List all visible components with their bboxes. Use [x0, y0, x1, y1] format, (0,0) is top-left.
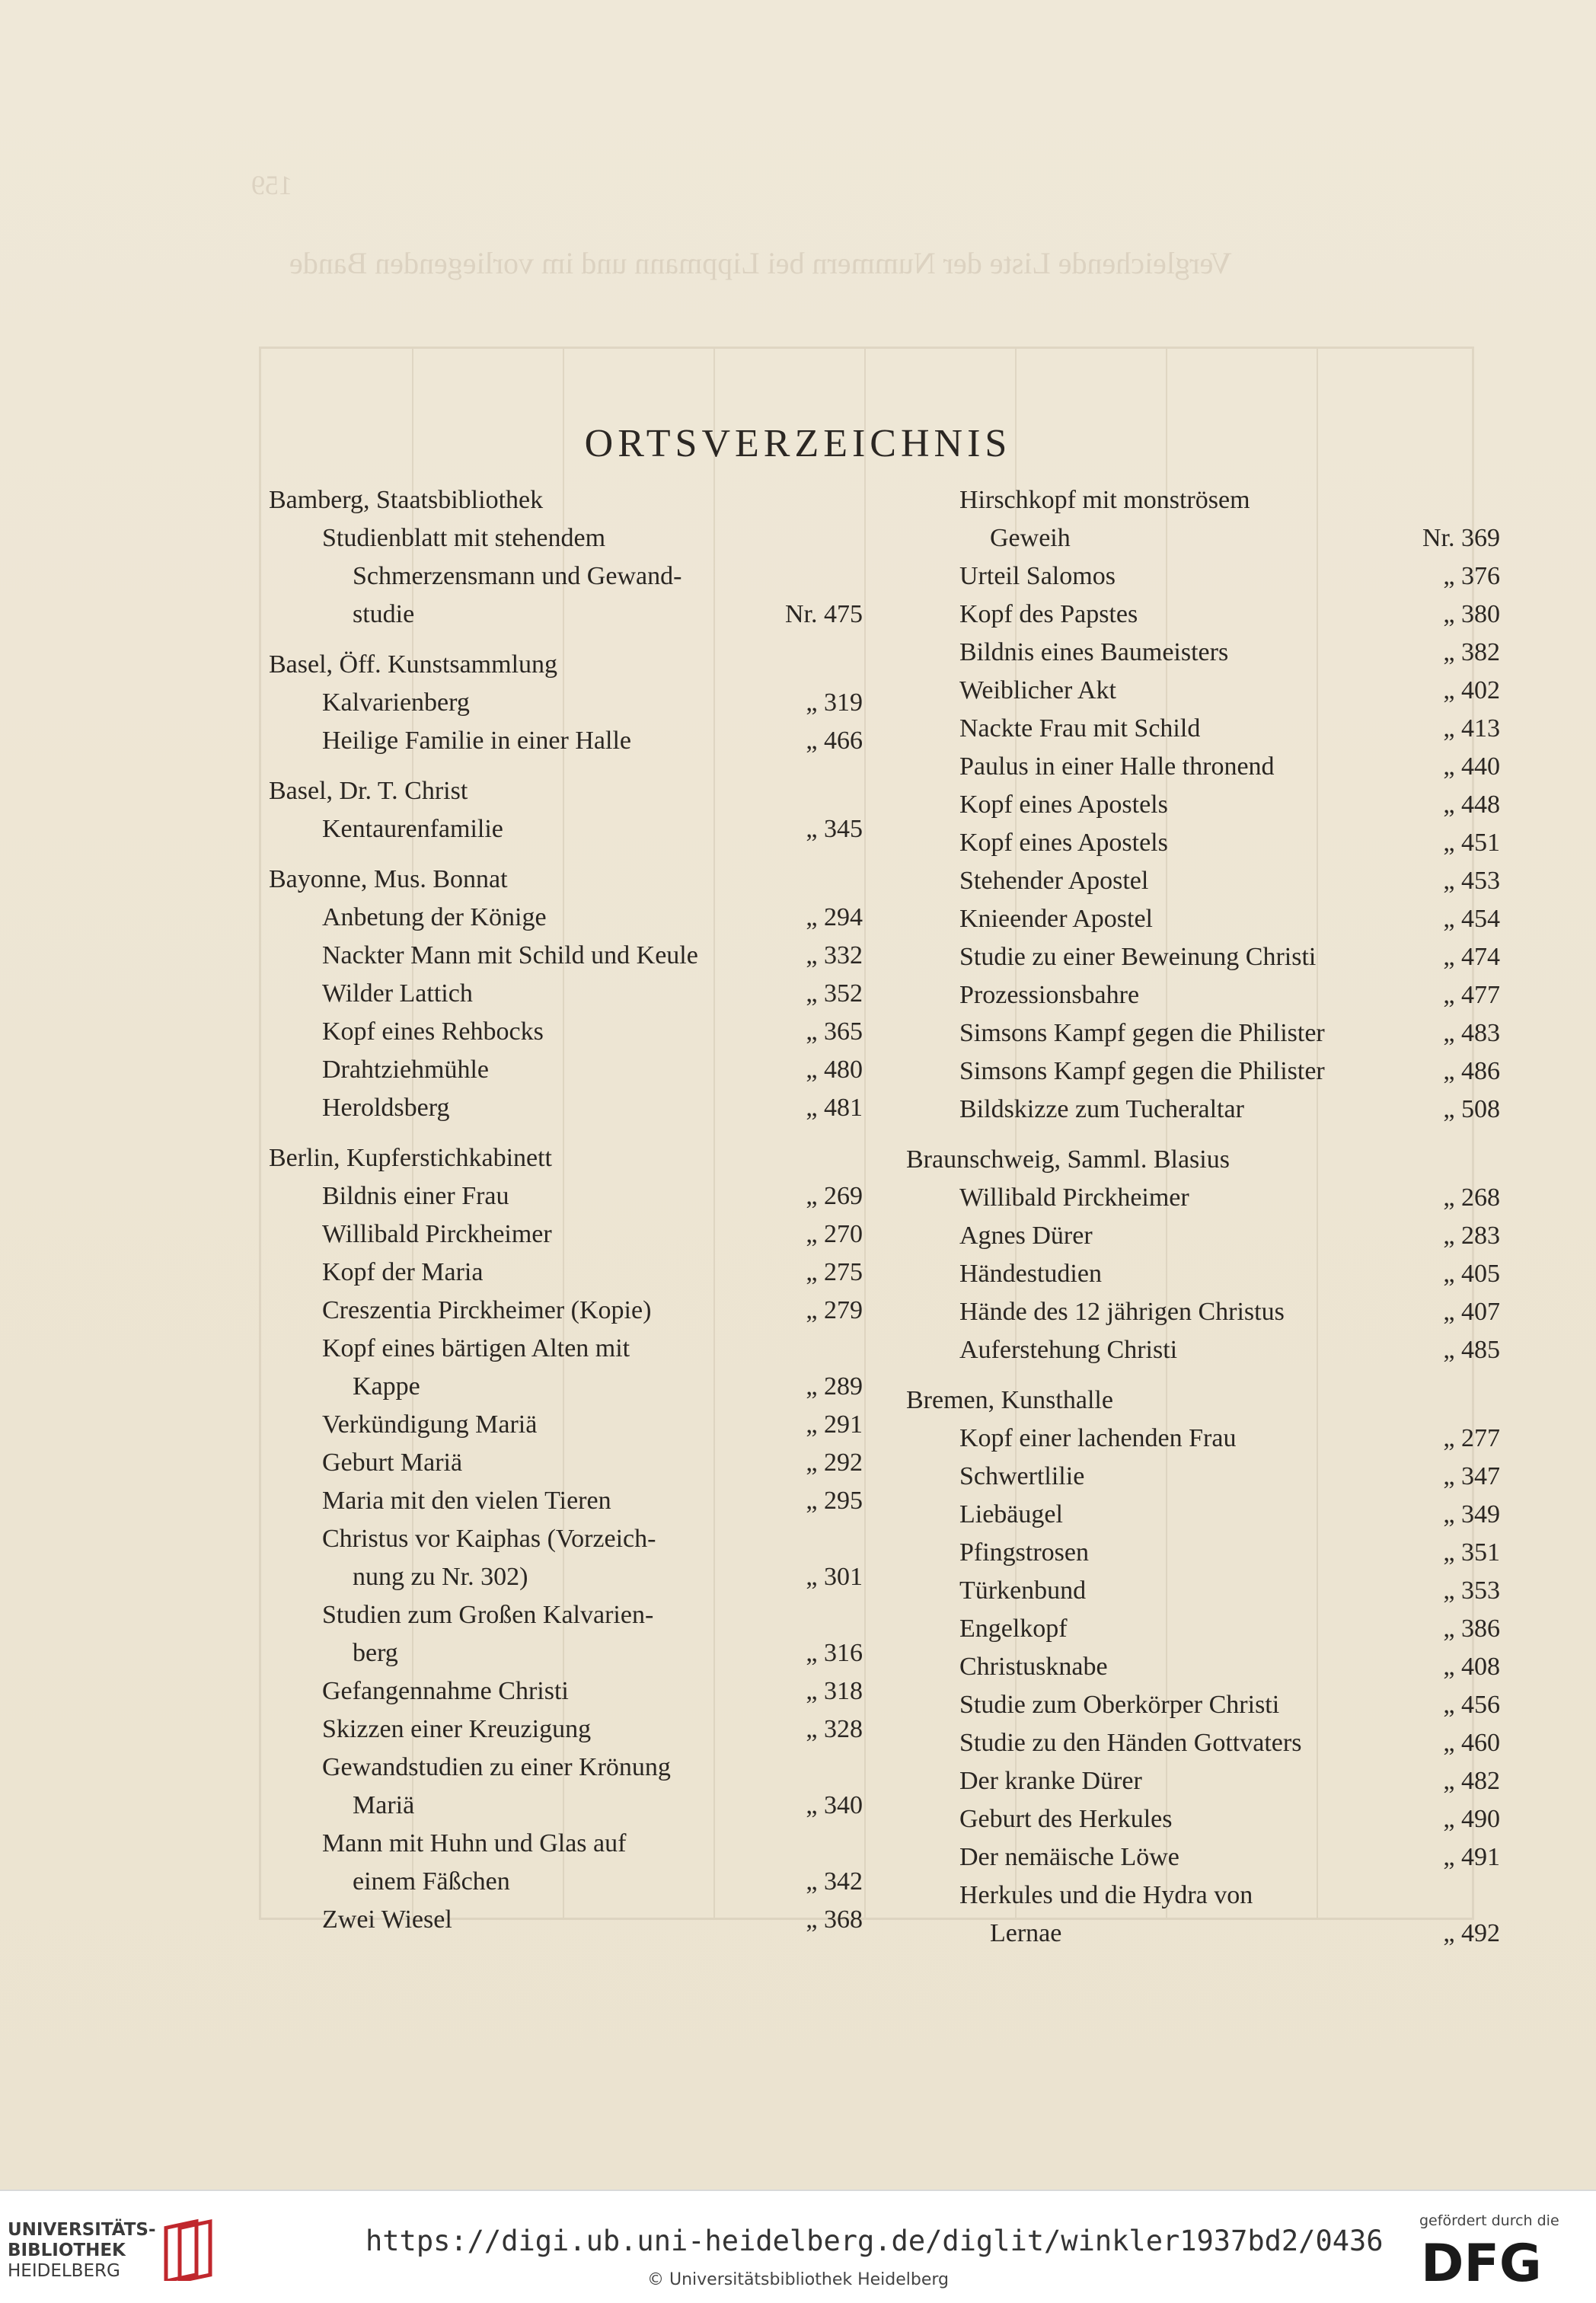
- entry-number: „ 451: [1443, 829, 1500, 857]
- entry-number: „ 277: [1443, 1424, 1500, 1452]
- entry-number: Nr. 369: [1422, 524, 1500, 552]
- entry-title: Liebäugel: [959, 1500, 1063, 1528]
- entry-title: Studien zum Großen Kalvarien-: [322, 1601, 654, 1629]
- entry-title-continuation: studie: [353, 600, 415, 628]
- entry-title-continuation: Kappe: [353, 1372, 420, 1401]
- index-entry: [906, 634, 1500, 672]
- index-entry: [906, 1217, 1500, 1255]
- index-entry: [906, 1877, 1500, 1953]
- entry-number: „ 291: [806, 1410, 863, 1439]
- index-entry: [906, 1091, 1500, 1129]
- index-entry: [906, 976, 1500, 1014]
- entry-title: Kopf des Papstes: [959, 600, 1138, 628]
- entry-number: „ 460: [1443, 1729, 1500, 1757]
- entry-number: „ 386: [1443, 1615, 1500, 1643]
- entry-title: Simsons Kampf gegen die Philister: [959, 1057, 1325, 1085]
- entry-number: „ 448: [1443, 791, 1500, 819]
- index-entry: [269, 1089, 863, 1127]
- entry-number: „ 316: [806, 1639, 863, 1667]
- index-entry: [269, 1013, 863, 1051]
- index-entry: [906, 1052, 1500, 1091]
- library-logo-icon[interactable]: [160, 2217, 215, 2281]
- entry-title: Prozessionsbahre: [959, 981, 1140, 1009]
- entry-title: Agnes Dürer: [959, 1222, 1093, 1250]
- index-entry: [906, 900, 1500, 938]
- entry-number: „ 345: [806, 815, 863, 843]
- location-group: [906, 1141, 1500, 1369]
- entry-title: Anbetung der Könige: [322, 903, 547, 931]
- index-entry: [906, 1572, 1500, 1610]
- index-entry: [906, 1762, 1500, 1800]
- entry-title: Simsons Kampf gegen die Philister: [959, 1019, 1325, 1047]
- entry-title: Urteil Salomos: [959, 562, 1116, 590]
- entry-title: Studie zu den Händen Gottvaters: [959, 1729, 1302, 1757]
- entry-number: Nr. 475: [785, 600, 863, 628]
- entry-title: Händestudien: [959, 1260, 1102, 1288]
- index-entry: [906, 786, 1500, 824]
- index-entry: [906, 1534, 1500, 1572]
- index-entry: [906, 672, 1500, 710]
- entry-title: Paulus in einer Halle thronend: [959, 752, 1275, 781]
- entry-number: „ 349: [1443, 1500, 1500, 1528]
- entry-number: „ 440: [1443, 752, 1500, 781]
- entry-title-continuation: Schmerzensmann und Gewand-: [353, 562, 682, 590]
- entry-number: „ 347: [1443, 1462, 1500, 1490]
- entry-number: „ 405: [1443, 1260, 1500, 1288]
- index-entry: [906, 596, 1500, 634]
- index-entry: [269, 1520, 863, 1596]
- entry-title: Christusknabe: [959, 1653, 1108, 1681]
- entry-title: Stehender Apostel: [959, 867, 1149, 895]
- entry-title: Studienblatt mit stehendem: [322, 524, 606, 552]
- location-group: [906, 1381, 1500, 1953]
- entry-title: Der kranke Dürer: [959, 1767, 1142, 1795]
- entry-title: Wilder Lattich: [322, 979, 473, 1008]
- index-entry: [906, 1686, 1500, 1724]
- index-entry: [906, 1293, 1500, 1331]
- index-entry: [269, 1177, 863, 1215]
- index-entry: [906, 1724, 1500, 1762]
- entry-title: Studie zu einer Beweinung Christi: [959, 943, 1317, 971]
- entry-title: Mann mit Huhn und Glas auf: [322, 1829, 627, 1857]
- entry-title: Hände des 12 jährigen Christus: [959, 1298, 1285, 1326]
- index-left-column: [269, 481, 863, 1951]
- entry-number: „ 328: [806, 1715, 863, 1743]
- index-entry: [269, 1482, 863, 1520]
- entry-number: „ 485: [1443, 1336, 1500, 1364]
- entry-number: „ 319: [806, 688, 863, 717]
- index-entry: [906, 1179, 1500, 1217]
- index-entry: [269, 1292, 863, 1330]
- permalink-url[interactable]: https://digi.ub.uni-heidelberg.de/diglit/winkler1937bd2/0436: [365, 2225, 1384, 2257]
- entry-number: „ 332: [806, 941, 863, 969]
- entry-number: „ 477: [1443, 981, 1500, 1009]
- location-group: [269, 646, 863, 760]
- entry-title: Knieender Apostel: [959, 905, 1153, 933]
- location-group: [269, 481, 863, 634]
- entry-number: „ 456: [1443, 1691, 1500, 1719]
- entry-title-continuation: einem Fäßchen: [353, 1867, 510, 1896]
- entry-title: Der nemäische Löwe: [959, 1843, 1179, 1871]
- location-heading: Bamberg, Staatsbibliothek: [269, 486, 544, 514]
- entry-number: „ 453: [1443, 867, 1500, 895]
- index-entry: [906, 1331, 1500, 1369]
- entry-title: Kopf eines Rehbocks: [322, 1017, 544, 1046]
- entry-title: Willibald Pirckheimer: [322, 1220, 552, 1248]
- entry-title: Bildnis einer Frau: [322, 1182, 509, 1210]
- entry-number: „ 492: [1443, 1919, 1500, 1947]
- index-entry: [269, 937, 863, 975]
- entry-number: „ 365: [806, 1017, 863, 1046]
- index-entry: [269, 722, 863, 760]
- entry-number: „ 481: [806, 1094, 863, 1122]
- library-name-line3: HEIDELBERG: [8, 2261, 120, 2281]
- location-heading: Basel, Dr. T. Christ: [269, 777, 468, 805]
- entry-number: „ 301: [806, 1563, 863, 1591]
- entry-number: „ 491: [1443, 1843, 1500, 1871]
- entry-title-continuation: berg: [353, 1639, 398, 1667]
- index-entry: [906, 1610, 1500, 1648]
- index-entry: [269, 684, 863, 722]
- location-heading: Bremen, Kunsthalle: [906, 1386, 1113, 1414]
- entry-number: „ 275: [806, 1258, 863, 1286]
- index-entry: [269, 1254, 863, 1292]
- entry-number: „ 342: [806, 1867, 863, 1896]
- entry-number: „ 474: [1443, 943, 1500, 971]
- index-entry: [906, 1648, 1500, 1686]
- index-entry: [906, 824, 1500, 862]
- entry-title: Heilige Familie in einer Halle: [322, 727, 631, 755]
- entry-number: „ 279: [806, 1296, 863, 1324]
- index-entry: [906, 557, 1500, 596]
- entry-number: „ 407: [1443, 1298, 1500, 1326]
- index-entry: [269, 1051, 863, 1089]
- index-entry: [269, 1901, 863, 1939]
- index-entry: [269, 1330, 863, 1406]
- dfg-logo-text: DFG: [1421, 2235, 1542, 2285]
- index-entry: [906, 1800, 1500, 1838]
- entry-title-continuation: nung zu Nr. 302): [353, 1563, 528, 1591]
- index-right-column: [906, 481, 1500, 1965]
- entry-number: „ 490: [1443, 1805, 1500, 1833]
- viewer-footer: [0, 2190, 1596, 2303]
- entry-title: Kopf eines Apostels: [959, 791, 1168, 819]
- entry-title-continuation: Lernae: [990, 1919, 1062, 1947]
- entry-number: „ 482: [1443, 1767, 1500, 1795]
- entry-title: Verkündigung Mariä: [322, 1410, 538, 1439]
- entry-number: „ 483: [1443, 1019, 1500, 1047]
- entry-title: Zwei Wiesel: [322, 1905, 452, 1934]
- index-entry: [269, 1444, 863, 1482]
- page-title: ORTSVERZEICHNIS: [584, 421, 1012, 465]
- library-logo-text[interactable]: [8, 2220, 156, 2282]
- entry-number: „ 295: [806, 1487, 863, 1515]
- entry-title: Kalvarienberg: [322, 688, 470, 717]
- index-entry: [269, 975, 863, 1013]
- entry-title: Drahtziehmühle: [322, 1056, 490, 1084]
- entry-title: Heroldsberg: [322, 1094, 450, 1122]
- location-heading: Basel, Öff. Kunstsammlung: [269, 650, 558, 679]
- entry-number: „ 402: [1443, 676, 1500, 704]
- index-entry: [906, 862, 1500, 900]
- entry-number: „ 380: [1443, 600, 1500, 628]
- entry-title: Engelkopf: [959, 1615, 1068, 1643]
- location-group: [269, 861, 863, 1127]
- index-entry: [269, 519, 863, 634]
- library-name-line2: BIBLIOTHEK: [8, 2241, 126, 2260]
- entry-number: „ 480: [806, 1056, 863, 1084]
- funded-by-label: gefördert durch die: [1419, 2212, 1559, 2229]
- copyright-notice: © Universitätsbibliothek Heidelberg: [647, 2270, 950, 2289]
- entry-number: „ 408: [1443, 1653, 1500, 1681]
- index-entry: [906, 710, 1500, 748]
- entry-title: Geburt Mariä: [322, 1449, 463, 1477]
- index-entry: [906, 1496, 1500, 1534]
- entry-title: Schwertlilie: [959, 1462, 1085, 1490]
- entry-number: „ 486: [1443, 1057, 1500, 1085]
- entry-number: „ 382: [1443, 638, 1500, 666]
- index-entry: [269, 899, 863, 937]
- entry-number: „ 283: [1443, 1222, 1500, 1250]
- index-entry: [269, 1710, 863, 1749]
- entry-title: Herkules und die Hydra von: [959, 1881, 1253, 1909]
- entry-title: Kopf der Maria: [322, 1258, 484, 1286]
- index-entry: [906, 1838, 1500, 1877]
- entry-title: Bildskizze zum Tucheraltar: [959, 1095, 1244, 1123]
- entry-title: Willibald Pirckheimer: [959, 1183, 1189, 1212]
- index-entry: [906, 938, 1500, 976]
- entry-title: Weiblicher Akt: [959, 676, 1116, 704]
- entry-number: „ 270: [806, 1220, 863, 1248]
- index-entry: [906, 481, 1500, 557]
- entry-number: „ 289: [806, 1372, 863, 1401]
- entry-title: Kopf einer lachenden Frau: [959, 1424, 1237, 1452]
- entry-title: Auferstehung Christi: [959, 1336, 1178, 1364]
- entry-title: Bildnis eines Baumeisters: [959, 638, 1229, 666]
- entry-number: „ 269: [806, 1182, 863, 1210]
- entry-title: Nackte Frau mit Schild: [959, 714, 1201, 743]
- index-entry: [906, 1420, 1500, 1458]
- entry-title: Gefangennahme Christi: [322, 1677, 569, 1705]
- show-through-page-number: 159: [251, 170, 292, 200]
- entry-title: Gewandstudien zu einer Krönung: [322, 1753, 671, 1781]
- index-entry: [269, 1672, 863, 1710]
- location-group: [269, 1139, 863, 1939]
- entry-number: „ 268: [1443, 1183, 1500, 1212]
- location-heading: Braunschweig, Samml. Blasius: [906, 1145, 1230, 1174]
- library-name-line1: UNIVERSITÄTS-: [8, 2220, 156, 2240]
- location-heading: Berlin, Kupferstichkabinett: [269, 1144, 553, 1172]
- index-entry: [906, 1458, 1500, 1496]
- entry-number: „ 294: [806, 903, 863, 931]
- entry-title: Skizzen einer Kreuzigung: [322, 1715, 592, 1743]
- entry-title: Türkenbund: [959, 1576, 1087, 1605]
- entry-title: Studie zum Oberkörper Christi: [959, 1691, 1280, 1719]
- entry-title: Geburt des Herkules: [959, 1805, 1173, 1833]
- entry-number: „ 352: [806, 979, 863, 1008]
- entry-title: Pfingstrosen: [959, 1538, 1089, 1567]
- entry-number: „ 353: [1443, 1576, 1500, 1605]
- dfg-logo-icon[interactable]: [1421, 2235, 1562, 2285]
- index-entry: [269, 1406, 863, 1444]
- show-through-title: Vergleichende Liste der Nummern bei Lippmann und im vorliegenden Bande: [289, 246, 1232, 280]
- entry-title-continuation: Geweih: [990, 524, 1071, 552]
- index-entry: [269, 1749, 863, 1825]
- entry-number: „ 413: [1443, 714, 1500, 743]
- entry-title: Christus vor Kaiphas (Vorzeich-: [322, 1525, 656, 1553]
- entry-number: „ 351: [1443, 1538, 1500, 1567]
- entry-number: „ 508: [1443, 1095, 1500, 1123]
- index-entry: [269, 1596, 863, 1672]
- entry-number: „ 466: [806, 727, 863, 755]
- entry-title: Kopf eines Apostels: [959, 829, 1168, 857]
- entry-title: Creszentia Pirckheimer (Kopie): [322, 1296, 652, 1324]
- entry-title: Kentaurenfamilie: [322, 815, 503, 843]
- entry-title: Kopf eines bärtigen Alten mit: [322, 1334, 630, 1362]
- index-entry: [906, 1255, 1500, 1293]
- index-entry: [269, 1215, 863, 1254]
- entry-number: „ 376: [1443, 562, 1500, 590]
- location-heading: Bayonne, Mus. Bonnat: [269, 865, 508, 893]
- index-entry: [269, 1825, 863, 1901]
- entry-number: „ 318: [806, 1677, 863, 1705]
- entry-number: „ 340: [806, 1791, 863, 1819]
- entry-number: „ 292: [806, 1449, 863, 1477]
- index-entry: [269, 810, 863, 848]
- entry-title: Maria mit den vielen Tieren: [322, 1487, 611, 1515]
- entry-number: „ 368: [806, 1905, 863, 1934]
- location-group: [269, 772, 863, 848]
- index-entry: [906, 1014, 1500, 1052]
- index-entry: [906, 748, 1500, 786]
- entry-title: Nackter Mann mit Schild und Keule: [322, 941, 698, 969]
- entry-title-continuation: Mariä: [353, 1791, 415, 1819]
- entry-number: „ 454: [1443, 905, 1500, 933]
- location-group: [906, 481, 1500, 1129]
- entry-title: Hirschkopf mit monströsem: [959, 486, 1250, 514]
